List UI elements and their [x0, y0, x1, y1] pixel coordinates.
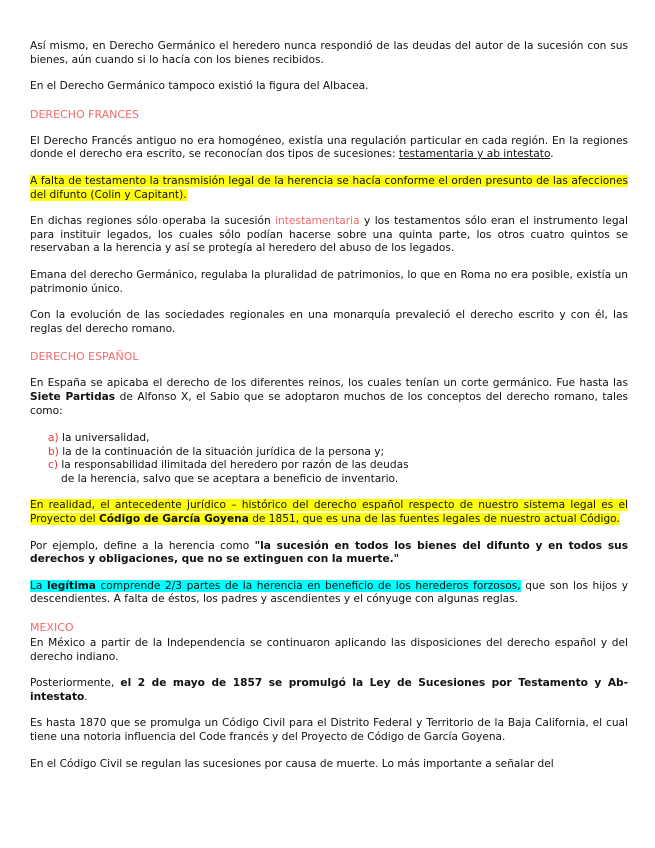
list-marker: c): [48, 459, 58, 472]
list-item: [48, 432, 628, 446]
heading-mexico: MEXICO: [30, 621, 74, 635]
document-page: [30, 40, 628, 771]
text-run: comprende 2/3 partes de la herencia en beneficio de los herederos forzosos,: [95, 579, 521, 592]
list-item-text: la universalidad,: [62, 432, 150, 445]
text-run: que son los hijos y descendientes. A falta de éstos, los padres y ascendientes y el cónyuge con algunas reglas.: [30, 579, 629, 606]
text-run: de 1851, que es una de las fuentes legales de nuestro actual Código.: [248, 513, 620, 526]
bold-quote: "la sucesión en todos los bienes del difunto y en todos sus derechos y obligaciones, que no se extinguen con la muerte.": [30, 539, 628, 566]
text-run: En dichas regiones sólo operaba la sucesión: [30, 215, 276, 228]
list-marker: a): [48, 432, 59, 445]
text-run: Por ejemplo, define a la herencia como: [30, 539, 255, 552]
bold-text: Siete Partidas: [30, 390, 116, 403]
text-run: En España se apicaba el derecho de los diferentes reinos, los cuales tenían un corte germánico. Fue hasta las: [30, 377, 628, 390]
text-run: En realidad, el antecedente jurídico – histórico del derecho español respecto de nuestro sistema legal es el Proyecto del: [30, 499, 628, 526]
paragraph-pluralidad-patrimonios: Emana del derecho Germánico, regulaba la pluralidad de patrimonios, lo que en Roma no era posible, existía un patrimonio único.: [30, 268, 628, 295]
paragraph-ejemplo-herencia: [30, 540, 628, 567]
paragraph-germanic-albacea: En el Derecho Germánico tampoco existió la figura del Albacea.: [30, 80, 369, 93]
red-text: intestamentaria: [275, 215, 360, 228]
highlighted-text: [30, 580, 521, 592]
text-run: Posteriormente,: [30, 677, 121, 690]
concepts-list: [30, 432, 628, 486]
paragraph-codigo-1870: Es hasta 1870 que se promulga un Código Civil para el Distrito Federal y Territorio de la Baja California, el cual tiene una notoria influencia del Code francés y del Proyecto de Código de García Goyena.: [30, 717, 628, 743]
paragraph-espana: [30, 377, 628, 418]
bold-text: Código de García Goyena: [98, 513, 249, 526]
paragraph-codigo-civil: En el Código Civil se regulan las sucesiones por causa de muerte. Lo más importante a señalar del: [30, 757, 554, 770]
text-run: El Derecho Francés antiguo no era homogéneo, existía una regulación particular en cada región. En la regiones donde el derecho era escrito, se reconocían dos tipos de sucesiones:: [30, 134, 628, 161]
heading-derecho-frances: DERECHO FRANCES: [30, 107, 140, 121]
bold-text: legítima: [46, 579, 96, 592]
list-item-text: de la herencia, salvo que se aceptara a beneficio de inventario.: [61, 472, 399, 485]
paragraph-mexico-independencia: En México a partir de la Independencia se continuaron aplicando las disposiciones del derecho español y del derecho indiano.: [30, 637, 628, 663]
list-marker: b): [48, 445, 59, 458]
paragraph-evolucion: Con la evolución de las sociedades regionales en una monarquía prevaleció el derecho escrito y con él, las reglas del derecho romano.: [30, 309, 628, 335]
paragraph-germanic-debts: Así mismo, en Derecho Germánico el heredero nunca respondió de las deudas del autor de la sucesión con sus bienes, aún cuando si lo hacía con los bienes recibidos.: [30, 40, 628, 66]
text-run: .: [84, 690, 88, 703]
list-item-continuation: [48, 473, 628, 487]
list-item-text: la de la continuación de la situación jurídica de la persona y;: [62, 445, 385, 458]
list-item: [48, 459, 628, 473]
paragraph-sucesion-intestamentaria: [30, 215, 628, 256]
text-run: y los testamentos sólo eran el instrumento legal para instituir legados, los cuales sólo podían hacerse sobre una quinta parte, los otros cuatro quintos se reservaban a la herencia y así se protegía al heredero del abuso de los legados.: [30, 215, 628, 255]
paragraph-legitima: [30, 580, 628, 607]
text-run: .: [550, 148, 554, 161]
paragraph-falta-testamento: [30, 175, 628, 202]
paragraph-antecedente: [30, 499, 628, 526]
highlighted-text: [30, 499, 628, 525]
bold-text: el 2 de mayo de 1857 se promulgó la Ley de Sucesiones por Testamento y Ab-intestato: [30, 677, 629, 703]
paragraph-ley-sucesiones: [30, 677, 628, 704]
paragraph-frances-intro: [30, 135, 628, 162]
list-item: [48, 446, 628, 460]
heading-derecho-espanol: DERECHO ESPAÑOL: [30, 350, 139, 364]
list-item-text: la responsabilidad ilimitada del heredero por razón de las deudas: [61, 459, 409, 472]
text-run: de Alfonso X, el Sabio que se adoptaron muchos de los conceptos del derecho romano, tales como:: [30, 390, 629, 417]
underlined-text: testamentaria y ab intestato: [398, 148, 551, 161]
text-run: La: [30, 579, 47, 592]
highlighted-text: A falta de testamento la transmisión legal de la herencia se hacía conforme el orden presunto de las afecciones del difunto (Colin y Capitant).: [30, 174, 628, 201]
